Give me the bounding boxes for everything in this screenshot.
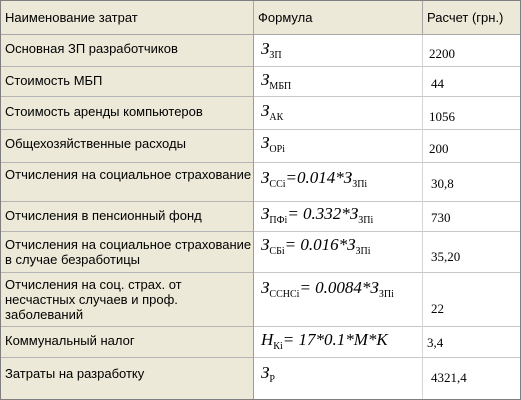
row-value[interactable]: 1056 xyxy=(423,97,520,130)
table-row[interactable] xyxy=(1,97,520,130)
row-name: Отчисления на социальное страхование xyxy=(1,163,254,202)
row-name: Отчисления в пенсионный фонд xyxy=(1,202,254,232)
row-formula: $З_{ССі}=0.014*З_{ЗПі}$ xyxy=(254,163,423,202)
header-name[interactable]: Наименование затрат xyxy=(1,1,254,35)
table-row[interactable] xyxy=(1,35,520,67)
header-calc[interactable]: Расчет (грн.) xyxy=(423,1,520,35)
table-header xyxy=(1,1,520,35)
row-formula: $З_{АК}$ xyxy=(254,97,423,130)
row-value[interactable]: 3,4 xyxy=(423,327,520,358)
row-name: Общехозяйственные расходы xyxy=(1,130,254,163)
row-formula: $З_{ЗП}$ xyxy=(254,35,423,67)
row-value[interactable]: 35,20 xyxy=(423,232,520,273)
row-formula: $Н_{Кі}= 17*0.1*М*К$ xyxy=(254,327,423,358)
table-row[interactable] xyxy=(1,358,520,399)
row-formula: $З_{ССНСі}= 0.0084*З_{ЗПі}$ xyxy=(254,273,423,327)
row-name: Стоимость аренды компьютеров xyxy=(1,97,254,130)
row-formula: $З_{ОРі}$ xyxy=(254,130,423,163)
table-row[interactable] xyxy=(1,273,520,327)
table-row[interactable] xyxy=(1,67,520,97)
row-name: Затраты на разработку xyxy=(1,358,254,399)
row-value[interactable]: 200 xyxy=(423,130,520,163)
row-value[interactable]: 22 xyxy=(423,273,520,327)
row-formula: $З_Р$ xyxy=(254,358,423,399)
row-name: Стоимость МБП xyxy=(1,67,254,97)
row-value[interactable]: 4321,4 xyxy=(423,358,520,399)
header-formula[interactable]: Формула xyxy=(254,1,423,35)
row-formula: $З_{СБі}= 0.016*З_{ЗПі}$ xyxy=(254,232,423,273)
row-value[interactable]: 2200 xyxy=(423,35,520,67)
table-row[interactable] xyxy=(1,130,520,163)
row-formula: $З_{МБП}$ xyxy=(254,67,423,97)
row-value[interactable]: 44 xyxy=(423,67,520,97)
row-name: Отчисления на соц. страх. от несчастных случаев и проф. заболеваний xyxy=(1,273,254,327)
table-row[interactable] xyxy=(1,202,520,232)
row-value[interactable]: 730 xyxy=(423,202,520,232)
table-row[interactable] xyxy=(1,232,520,273)
table-row[interactable] xyxy=(1,327,520,358)
row-name: Основная ЗП разработчиков xyxy=(1,35,254,67)
row-name: Отчисления на социальное страхование в случае безработицы xyxy=(1,232,254,273)
row-name: Коммунальный налог xyxy=(1,327,254,358)
row-formula: $З_{ПФі}= 0.332*З_{ЗПі}$ xyxy=(254,202,423,232)
table-row[interactable] xyxy=(1,163,520,202)
row-value[interactable]: 30,8 xyxy=(423,163,520,202)
